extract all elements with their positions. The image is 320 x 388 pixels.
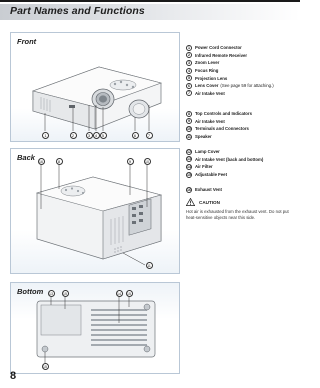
caution-box	[186, 198, 290, 220]
legend-number: 7	[188, 91, 190, 96]
callout-15: 15	[63, 292, 67, 296]
legend-label: Projection Lens	[195, 75, 228, 81]
page-header	[0, 0, 300, 22]
legend-label: Infrared Remote Receiver	[195, 52, 248, 58]
front-projector-illustration	[11, 33, 180, 142]
callout-14: 14	[117, 292, 121, 296]
back-view-title: Back	[17, 153, 35, 162]
callout-2: 2	[70, 132, 77, 139]
caution-text: Hot air is exhausted from the exhaust vent. Do not put heat-sensitive objects near this side.	[186, 209, 289, 220]
legend-label: Lamp Cover	[195, 149, 220, 155]
legend-item	[186, 110, 252, 118]
legend-item	[186, 52, 274, 60]
caution-header	[186, 198, 290, 206]
bottom-view-panel	[10, 282, 180, 374]
legend-note: (See page 59 for attaching.)	[220, 83, 274, 89]
legend-number: 10	[187, 126, 191, 131]
legend-label: Air Intake Vent (back and bottom)	[195, 156, 264, 162]
callout-16: 16	[39, 160, 43, 164]
legend-label: Zoom Lever	[195, 60, 220, 66]
legend-number: 8	[188, 111, 190, 116]
legend-number: 16	[187, 187, 191, 192]
legend-label: Top Controls and Indicators	[195, 111, 252, 117]
legend-group-top	[186, 110, 252, 140]
header-rule	[0, 0, 300, 2]
legend-number: 4	[188, 68, 190, 73]
back-projector-illustration	[11, 149, 180, 274]
caution-title: CAUTION	[199, 199, 220, 205]
legend-item	[186, 163, 263, 171]
legend-number: 14	[187, 164, 191, 169]
legend-item	[186, 59, 274, 67]
legend-item	[186, 186, 222, 194]
legend-number: 6	[188, 83, 190, 88]
legend-item	[186, 171, 263, 179]
legend-label: Lens Cover	[195, 83, 219, 89]
legend-item	[186, 148, 263, 156]
callout-6: 6	[132, 132, 139, 139]
legend-label: Exhaust Vent	[195, 187, 222, 193]
callout-15: 15	[127, 292, 131, 296]
front-view-title: Front	[17, 37, 37, 46]
legend-group-bottom	[186, 148, 263, 178]
bottom-projector-illustration	[11, 283, 180, 374]
legend-item	[186, 133, 252, 141]
legend-number: 9	[188, 119, 190, 124]
legend-item	[186, 156, 263, 164]
legend-item	[186, 44, 274, 52]
callout-13: 13	[49, 292, 53, 296]
callout-9: 9	[127, 158, 134, 165]
callout-11: 11	[147, 264, 151, 268]
legend-label: Air Intake Vent	[195, 90, 225, 96]
legend-item	[186, 74, 274, 82]
legend-number: 3	[188, 60, 190, 65]
legend-label: Air Intake Vent	[195, 118, 225, 124]
callout-3: 3	[86, 132, 93, 139]
legend-label: Adjustable Feet	[195, 172, 227, 178]
front-view-panel	[10, 32, 180, 142]
legend-number: 11	[187, 134, 191, 139]
callout-5: 5	[100, 132, 107, 139]
bottom-view-title: Bottom	[17, 287, 44, 296]
legend-group-exhaust	[186, 186, 222, 194]
legend-number: 15	[187, 172, 191, 177]
callout-4: 4	[93, 132, 100, 139]
callout-1: 1	[42, 132, 49, 139]
back-view-panel	[10, 148, 180, 274]
legend-number: 5	[188, 76, 190, 81]
page-number: 8	[10, 370, 17, 382]
legend-item	[186, 118, 252, 126]
legend-label: Speaker	[195, 134, 212, 140]
legend-label: Power Cord Connector	[195, 45, 242, 51]
warning-triangle-icon	[186, 198, 195, 206]
legend-number: 1	[188, 45, 190, 50]
callout-15: 15	[43, 365, 47, 369]
legend-item	[186, 67, 274, 75]
legend-label: Air Filter	[195, 164, 213, 170]
legend-label: Terminals and Connectors	[195, 126, 249, 132]
page-title: Part Names and Functions	[10, 5, 145, 17]
callout-10: 10	[145, 160, 149, 164]
legend-number: 2	[188, 53, 190, 58]
legend-label: Focus Ring	[195, 68, 219, 74]
callout-7: 7	[146, 132, 153, 139]
legend-number: 13	[187, 157, 191, 162]
legend-item	[186, 82, 274, 90]
legend-number: 12	[187, 149, 191, 154]
legend-item	[186, 125, 252, 133]
legend-item	[186, 90, 274, 98]
legend-group-front	[186, 44, 274, 97]
callout-8: 8	[56, 158, 63, 165]
